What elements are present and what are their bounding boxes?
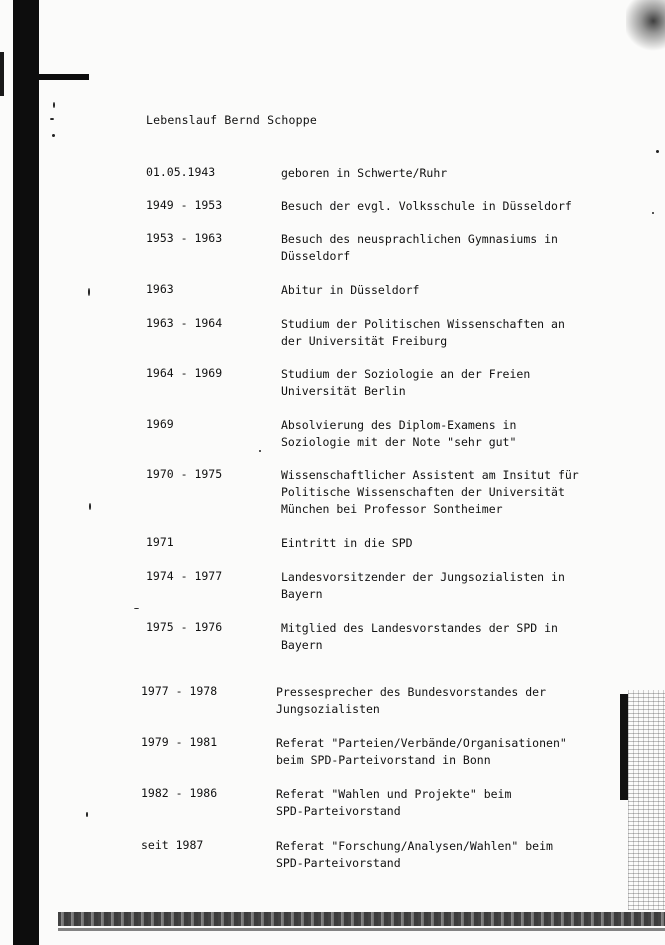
scan-artifact [13, 0, 39, 945]
cv-description-line: Universität Berlin [281, 384, 406, 398]
cv-description-line: beim SPD-Parteivorstand in Bonn [276, 753, 491, 767]
scan-artifact [0, 52, 4, 96]
cv-description-line: geboren in Schwerte/Ruhr [281, 166, 448, 180]
cv-description-line: Pressesprecher des Bundesvorstandes der [276, 685, 547, 699]
cv-date: 1982 - 1986 [141, 786, 218, 800]
cv-description-line: Düsseldorf [281, 249, 351, 263]
cv-description-line: Referat "Forschung/Analysen/Wahlen" beim [276, 839, 553, 853]
cv-description [281, 231, 558, 265]
cv-description-line: Eintritt in die SPD [281, 536, 413, 550]
cv-description-line: Bayern [281, 587, 323, 601]
cv-date: 1974 - 1977 [146, 569, 223, 583]
scan-artifact [13, 74, 89, 80]
cv-date: 1963 [146, 282, 174, 296]
cv-description-line: Studium der Politischen Wissenschaften an [281, 317, 565, 331]
cv-description-line: Besuch der evgl. Volksschule in Düsseldorf [281, 199, 572, 213]
cv-description-line: Abitur in Düsseldorf [281, 283, 420, 297]
cv-description-line: Mitglied des Landesvorstandes der SPD in [281, 621, 558, 635]
cv-description-line: Bayern [281, 638, 323, 652]
cv-description [281, 467, 579, 518]
cv-description-line: SPD-Parteivorstand [276, 856, 401, 870]
cv-date: 1975 - 1976 [146, 620, 223, 634]
cv-description-line: Absolvierung des Diplom-Examens in [281, 418, 517, 432]
cv-description [281, 366, 541, 400]
cv-description [281, 620, 558, 654]
cv-description-line: SPD-Parteivorstand [276, 804, 401, 818]
document-title: Lebenslauf Bernd Schoppe [146, 113, 317, 127]
scan-artifact [58, 912, 665, 926]
cv-description [276, 735, 567, 769]
cv-date: 1949 - 1953 [146, 198, 223, 212]
cv-description [281, 417, 541, 451]
scan-speck [88, 288, 90, 296]
scan-artifact [628, 690, 665, 910]
scan-speck [86, 812, 88, 817]
cv-description [281, 198, 572, 215]
cv-description [281, 535, 541, 552]
cv-date: seit 1987 [141, 838, 204, 852]
cv-description [276, 838, 553, 872]
cv-description [281, 282, 541, 299]
cv-date: 1970 - 1975 [146, 467, 223, 481]
scan-speck [89, 503, 91, 510]
cv-description [276, 786, 536, 820]
cv-description-line: Landesvorsitzender der Jungsozialisten in [281, 570, 565, 584]
scan-speck [134, 608, 139, 609]
cv-date: 1977 - 1978 [141, 684, 218, 698]
cv-description [281, 569, 565, 603]
scan-speck [50, 118, 54, 120]
cv-description [276, 684, 547, 718]
cv-date: 1953 - 1963 [146, 231, 223, 245]
scan-speck [652, 212, 654, 214]
cv-description-line: Soziologie mit der Note "sehr gut" [281, 435, 517, 449]
cv-description-line: Studium der Soziologie an der Freien [281, 367, 531, 381]
cv-description-line: Referat "Wahlen und Projekte" beim [276, 787, 512, 801]
scan-artifact [58, 928, 665, 931]
cv-description-line: Besuch des neusprachlichen Gymnasiums in [281, 232, 558, 246]
scan-speck [52, 134, 55, 137]
scan-artifact [620, 694, 628, 800]
cv-date: 1969 [146, 417, 174, 431]
cv-description-line: Wissenschaftlicher Assistent am Insitut für [281, 468, 579, 482]
cv-date: 1979 - 1981 [141, 735, 218, 749]
scan-speck [656, 150, 659, 153]
cv-description [281, 165, 541, 182]
cv-description [281, 316, 565, 350]
cv-description-line: Jungsozialisten [276, 702, 380, 716]
cv-date: 1964 - 1969 [146, 366, 223, 380]
cv-description-line: Referat "Parteien/Verbände/Organisationen" [276, 736, 567, 750]
scan-artifact [626, 0, 665, 70]
scan-speck [53, 102, 55, 108]
scan-speck [259, 450, 261, 452]
cv-date: 01.05.1943 [146, 165, 216, 179]
cv-description-line: Politische Wissenschaften der Universität [281, 485, 565, 499]
cv-description-line: der Universität Freiburg [281, 334, 448, 348]
cv-date: 1963 - 1964 [146, 316, 223, 330]
cv-description-line: München bei Professor Sontheimer [281, 502, 503, 516]
cv-date: 1971 [146, 535, 174, 549]
